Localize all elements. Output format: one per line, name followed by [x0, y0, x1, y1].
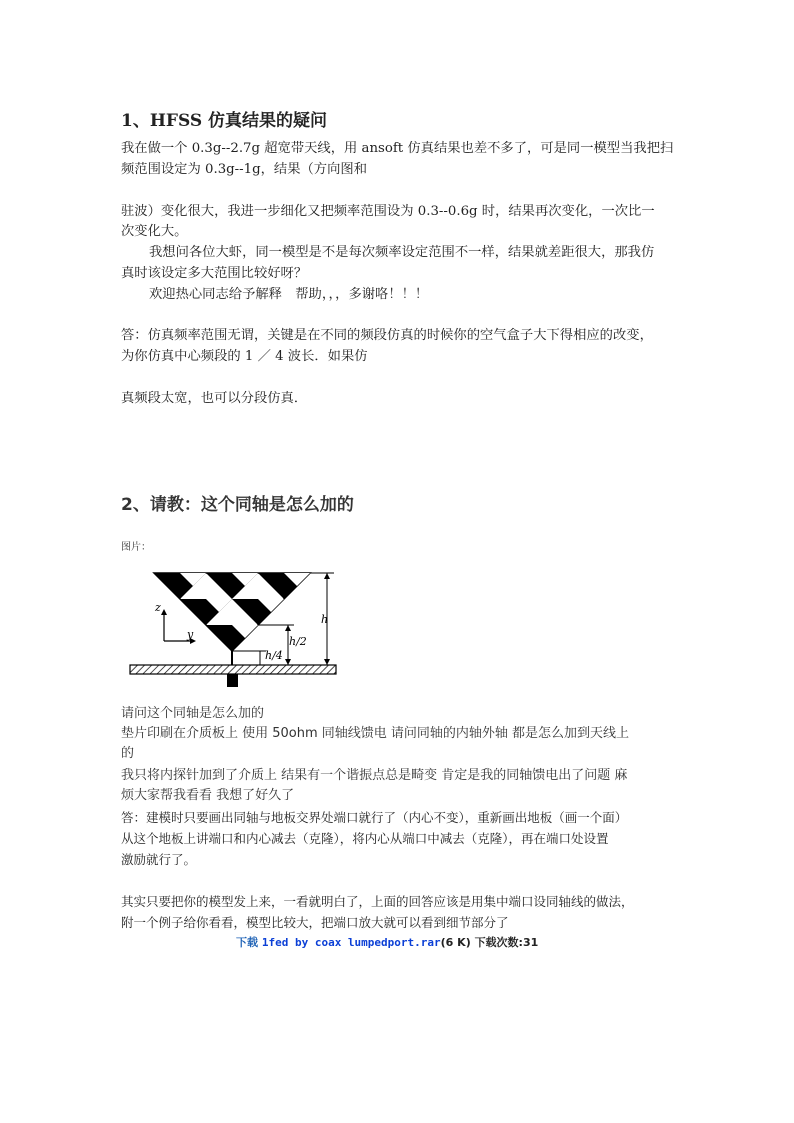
question-text: 次变化大。: [121, 224, 188, 239]
dim-h-label: h: [321, 613, 329, 626]
answer-text: 真频段太宽，也可以分段仿真．: [121, 391, 308, 406]
axis-y-label: y: [187, 628, 194, 641]
image-caption: 图片：: [121, 542, 151, 553]
download-count: 31: [522, 936, 539, 949]
answer-text: 答：建模时只要画出同轴与地板交界处端口就行了（内心不变），重新画出地板（画一个面）: [121, 810, 628, 825]
section-2-title: 2、请教：这个同轴是怎么加的: [121, 495, 354, 515]
download-file-size: (6 K): [440, 936, 471, 949]
question-text: 我想问各位大虾，同一模型是不是每次频率设定范围不一样，结果就差距很大，那我仿: [149, 245, 655, 260]
question-text: 我在做一个 0.3g--2.7g 超宽带天线，用 ansoft 仿真结果也差不多了，可是同一模型当我把扫: [121, 141, 674, 156]
question-text: 烦大家帮我看看 我想了好久了: [121, 788, 295, 803]
answer-text: 从这个地板上讲端口和内心减去（克隆），将内心从端口中减去（克隆），再在端口处设置: [121, 831, 609, 846]
dim-h2-label: h/2: [289, 635, 307, 648]
question-text: 我只将内探针加到了介质上 结果有一个谐振点总是畸变 肯定是我的同轴馈电出了问题 麻: [121, 768, 628, 783]
answer-text: 激励就行了。: [121, 852, 197, 867]
coax-connector: [227, 674, 238, 687]
dim-h4-label: h/4: [265, 649, 283, 662]
answer-text: 答：仿真频率范围无谓，关键是在不同的频段仿真的时候你的空气盒子大下得相应的改变，: [121, 328, 653, 343]
question-text: 频范围设定为 0.3g--1g，结果（方向图和: [121, 162, 367, 177]
question-text: 真时该设定多大范围比较好呀？: [121, 266, 308, 281]
fractal-triangle: [154, 573, 310, 651]
section-1-title: 1、HFSS 仿真结果的疑问: [121, 111, 328, 131]
question-text: 欢迎热心同志给予解释 帮助，，，多谢咯！！！: [149, 287, 429, 302]
question-text: 的: [121, 746, 135, 761]
question-text: 驻波）变化很大，我进一步细化又把频率范围设为 0.3--0.6g 时，结果再次变化，一次比一: [121, 204, 655, 219]
answer-text: 为你仿真中心频段的 1 ／ 4 波长．如果仿: [121, 349, 368, 364]
download-label: 下载: [236, 936, 258, 949]
answer-text: 其实只要把你的模型发上来，一看就明白了，上面的回答应该是用集中端口设同轴线的做法，: [121, 894, 634, 909]
ground-plane: [130, 665, 336, 674]
axis-z-label: z: [155, 601, 161, 614]
antenna-figure: [124, 565, 346, 689]
question-text: 请问这个同轴是怎么加的: [121, 706, 265, 721]
download-row: [236, 934, 538, 950]
question-text: 垫片印刷在介质板上 使用 50ohm 同轴线馈电 请问同轴的内轴外轴 都是怎么加到天线上: [121, 726, 630, 741]
answer-text: 附一个例子给你看看，模型比较大，把端口放大就可以看到细节部分了: [121, 915, 509, 930]
download-file-link[interactable]: 1fed by coax lumpedport.rar: [261, 936, 441, 949]
download-count-label: 下载次数:: [474, 936, 523, 949]
